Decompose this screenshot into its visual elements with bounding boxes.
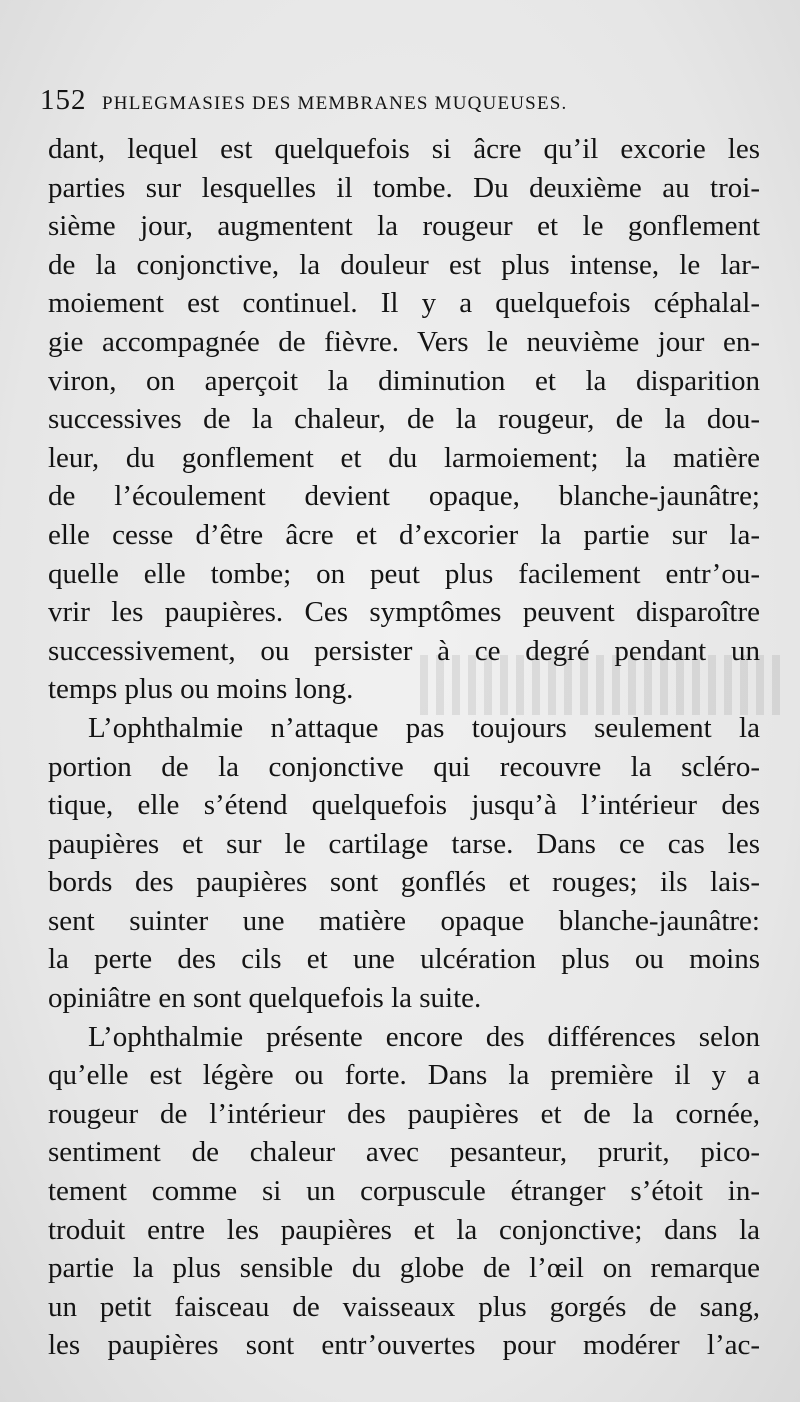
- text-line: temps plus ou moins long.: [48, 673, 354, 706]
- text-line: rougeur de l’intérieur des paupières et de la cornée,: [48, 1097, 760, 1130]
- text-line: les paupières sont entr’ouvertes pour modérer l’ac-: [48, 1329, 760, 1362]
- text-line: qu’elle est légère ou forte. Dans la première il y a: [48, 1059, 760, 1092]
- running-title: PHLEGMASIES DES MEMBRANES MUQUEUSES.: [102, 93, 568, 114]
- text-line: tique, elle s’étend quelquefois jusqu’à l’intérieur des: [48, 789, 760, 822]
- text-line: sent suinter une matière opaque blanche-jaunâtre:: [48, 904, 760, 937]
- text-line: de la conjonctive, la douleur est plus intense, le lar-: [48, 248, 760, 281]
- text-line: tement comme si un corpuscule étranger s’étoit in-: [48, 1175, 760, 1208]
- text-line: de l’écoulement devient opaque, blanche-jaunâtre;: [48, 480, 760, 513]
- paragraph-1: [48, 130, 760, 709]
- text-line: gie accompagnée de fièvre. Vers le neuvième jour en-: [48, 325, 760, 358]
- text-line: moiement est continuel. Il y a quelquefois céphalal-: [48, 287, 760, 320]
- text-line: quelle elle tombe; on peut plus facilement entr’ou-: [48, 557, 760, 590]
- text-line: portion de la conjonctive qui recouvre la scléro-: [48, 750, 760, 783]
- text-line: successivement, ou persister à ce degré pendant un: [48, 634, 760, 667]
- text-line: L’ophthalmie présente encore des différences selon: [88, 1020, 760, 1053]
- text-line: paupières et sur le cartilage tarse. Dans ce cas les: [48, 827, 760, 860]
- text-line: vrir les paupières. Ces symptômes peuvent disparoître: [48, 596, 760, 629]
- text-line: bords des paupières sont gonflés et rouges; ils lais-: [48, 866, 760, 899]
- text-line: elle cesse d’être âcre et d’excorier la partie sur la-: [48, 518, 760, 551]
- text-line: sième jour, augmentent la rougeur et le gonflement: [48, 210, 760, 243]
- text-line: parties sur lesquelles il tombe. Du deuxième au troi-: [48, 171, 760, 204]
- text-line: sentiment de chaleur avec pesanteur, prurit, pico-: [48, 1136, 760, 1169]
- text-line: partie la plus sensible du globe de l’œil on remarque: [48, 1252, 760, 1285]
- text-line: un petit faisceau de vaisseaux plus gorgés de sang,: [48, 1290, 760, 1323]
- text-line: opiniâtre en sont quelquefois la suite.: [48, 982, 482, 1015]
- paragraph-3: [48, 1018, 760, 1365]
- text-line: leur, du gonflement et du larmoiement; la matière: [48, 441, 760, 474]
- text-line: dant, lequel est quelquefois si âcre qu’il excorie les: [48, 133, 760, 165]
- text-line: troduit entre les paupières et la conjonctive; dans la: [48, 1213, 760, 1246]
- text-line: L’ophthalmie n’attaque pas toujours seulement la: [88, 711, 760, 744]
- text-line: successives de la chaleur, de la rougeur, de la dou-: [48, 403, 760, 436]
- page-number: 152: [40, 84, 87, 116]
- running-head: [38, 84, 760, 130]
- text-line: la perte des cils et une ulcération plus ou moins: [48, 943, 760, 976]
- paragraph-2: [48, 709, 760, 1018]
- text-line: viron, on aperçoit la diminution et la disparition: [48, 364, 760, 397]
